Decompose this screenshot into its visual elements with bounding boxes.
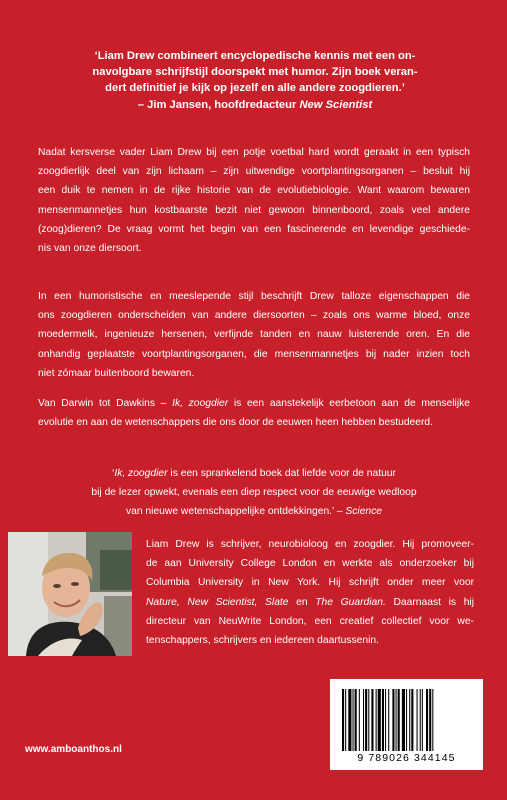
book-title: Ik, zoogdier	[114, 468, 168, 479]
text-line: (zoog)dieren? De vraag vormt het begin van een fascinerende en levendige geschiede-	[38, 223, 470, 235]
text-line: tenschappers, schrijvers en iedereen daartussenin.	[146, 635, 379, 647]
text-line: directeur van NeuWrite London, een creatief collectief voor we-	[146, 615, 474, 627]
text-line: moedermelk, ingenieuze hersenen, verfijnde tanden en nauw luisterende oren. En die	[38, 329, 470, 341]
publisher-website[interactable]: www.amboanthos.nl	[25, 744, 122, 755]
attribution-publication: Science	[345, 506, 383, 517]
text-segment: Daarnaast is hij	[385, 596, 475, 608]
author-portrait-image	[8, 532, 132, 656]
text-line: evolutie en aan de wetenschappers die ons door de eeuwen heen hebben bestudeerd.	[38, 417, 434, 429]
barcode-bar	[432, 689, 433, 751]
text-line	[38, 394, 470, 413]
text-segment: van nieuwe wetenschappelijke ontdekkingen.’ –	[125, 506, 346, 517]
barcode-bar	[429, 689, 431, 751]
text-segment: is een aanstekelijk eerbetoon aan de menselijke	[228, 398, 470, 409]
barcode-bar	[402, 689, 405, 751]
author-bio	[146, 535, 474, 650]
barcode-bars	[340, 689, 473, 751]
quote-line	[40, 464, 468, 483]
barcode-bar	[388, 689, 389, 751]
barcode	[330, 679, 483, 770]
text-line: In een humoristische en meeslepende stijl beschrijft Drew talloze eigenschappen die	[38, 291, 470, 302]
publication-names: Nature, New Scientist, Slate	[146, 596, 289, 608]
barcode-bar	[406, 689, 407, 751]
barcode-bar	[348, 689, 351, 751]
attribution-name: – Jim Jansen, hoofdredacteur	[137, 98, 300, 111]
barcode-bar	[368, 689, 369, 751]
barcode-bar	[417, 689, 418, 751]
text-line: Columbia University in New York. Hij schrijft onder meer voor	[146, 577, 474, 589]
quote-line: ‘Liam Drew combineert encyclopedische kennis met een on-	[94, 50, 416, 62]
text-segment: ‘	[112, 468, 115, 479]
barcode-bar	[363, 689, 364, 751]
book-title: Ik, zoogdier	[172, 398, 229, 409]
barcode-bar	[426, 689, 428, 751]
text-line: zoogdierlijk deel van zijn lichaam – zijn uitwendige voortplantingsorganen – besluit hij	[38, 166, 470, 178]
barcode-bar	[378, 689, 381, 751]
quote-attribution	[50, 97, 460, 113]
barcode-bar	[398, 689, 400, 751]
quote-line	[40, 502, 468, 521]
text-segment: is een sprankelend boek dat liefde voor de natuur	[167, 468, 396, 479]
barcode-bar	[409, 689, 410, 751]
quote-line: bij de lezer opwekt, evenals een diep respect voor de eeuwige wedloop	[91, 487, 417, 498]
barcode-bar	[365, 689, 367, 751]
barcode-bar	[359, 689, 360, 751]
text-segment: en	[288, 596, 316, 608]
text-line: Liam Drew is schrijver, neurobioloog en zoogdier. Hij promoveer-	[146, 539, 474, 550]
barcode-bar	[392, 689, 394, 751]
barcode-bar	[382, 689, 384, 751]
text-line: niet zómaar buitenboord bewaren.	[38, 367, 195, 379]
barcode-bar	[355, 689, 357, 751]
barcode-bar	[345, 689, 346, 751]
text-line: onhandig geplaatste voortplantingsorganen, die mensenmannetjes bij nader inzien toch	[38, 348, 470, 360]
text-line: ons zoogdieren onderscheiden van andere diersoorten – zoals ons warme bloed, onze	[38, 310, 470, 322]
quote-line: navolgbare schrijfstijl doorspekt met humor. Zijn boek veran-	[92, 66, 418, 79]
endorsement-quote-top	[50, 48, 460, 113]
text-line	[146, 593, 474, 612]
text-segment: Van Darwin tot Dawkins –	[38, 398, 173, 409]
quote-line: dert definitief je kijk op jezelf en alle andere zoogdieren.’	[105, 82, 405, 95]
text-line: nis van onze diersoort.	[38, 243, 142, 255]
publication-name: The Guardian.	[315, 596, 386, 608]
blurb-paragraph-2	[38, 287, 470, 383]
text-line: de aan University College London en werkte als onderzoeker bij	[146, 558, 474, 570]
author-photo	[8, 532, 132, 656]
text-line: Nadat kersverse vader Liam Drew bij een potje voetbal hard wordt geraakt in een typisch	[38, 147, 470, 158]
barcode-bar	[385, 689, 386, 751]
text-line: een duik te nemen in de rijke historie van de evolutiebiologie. Want waarom bewaren	[38, 185, 470, 197]
text-line: mensenmannetjes hun kostbaarste bezit niet gewoon binnenboord, zoals veel andere	[38, 204, 470, 216]
barcode-bar	[411, 689, 413, 751]
barcode-bar	[371, 689, 373, 751]
barcode-bar	[420, 689, 421, 751]
barcode-bar	[353, 689, 354, 751]
blurb-paragraph-3	[38, 394, 470, 432]
endorsement-quote-science	[40, 464, 468, 521]
barcode-bar	[342, 689, 344, 751]
attribution-publication: New Scientist	[299, 98, 373, 111]
barcode-bar	[396, 689, 397, 751]
blurb-paragraph-1	[38, 143, 470, 258]
barcode-bar	[422, 689, 423, 751]
barcode-bar	[376, 689, 377, 751]
isbn-number: 9 789026 344145	[357, 752, 456, 764]
